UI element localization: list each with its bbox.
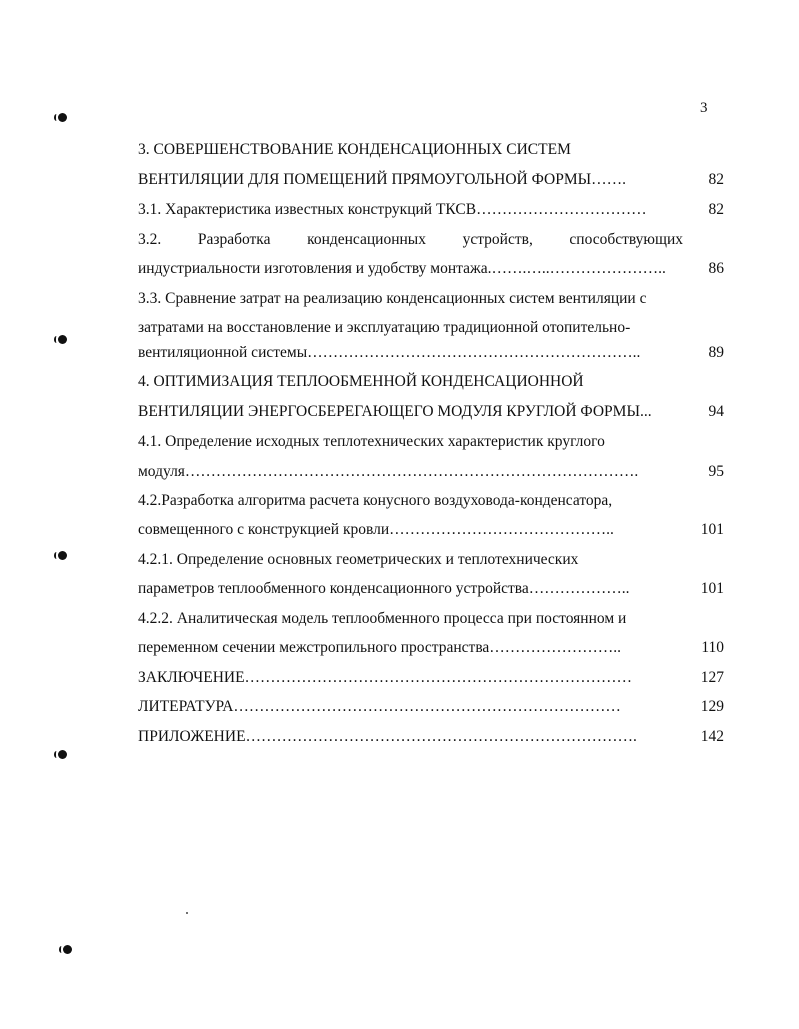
toc-entry-text: ЗАКЛЮЧЕНИЕ………………………………………………………………… [138, 669, 633, 686]
toc-entry-literature [138, 697, 724, 717]
binder-hole-mark [58, 113, 67, 122]
toc-entry-text: совмещенного с конструкцией кровли…………………………………….. [138, 521, 614, 538]
toc-page-number: 110 [701, 639, 724, 656]
toc-heading-text: ВЕНТИЛЯЦИИ ЭНЕРГОСБЕРЕГАЮЩЕГО МОДУЛЯ КРУГЛОЙ ФОРМЫ... [138, 403, 652, 420]
toc-word: 3.2. [138, 231, 162, 248]
toc-entry-text: 3.1. Характеристика известных конструкций ТКСВ…………………………… [138, 201, 647, 218]
toc-word: конденсационных [307, 231, 426, 248]
toc-entry-text: 4.1. Определение исходных теплотехнических характеристик круглого [138, 433, 605, 450]
binder-hole-mark [63, 945, 72, 954]
toc-entry-text: 4.2.1. Определение основных геометрических и теплотехнических [138, 551, 579, 568]
toc-entry-s42-line1 [138, 491, 724, 511]
toc-entry-s4-line2 [138, 402, 724, 422]
toc-page-number: 101 [700, 521, 724, 538]
scan-speck [186, 912, 188, 914]
toc-entry-text: 3.3. Сравнение затрат на реализацию конденсационных систем вентиляции с [138, 290, 647, 307]
toc-entry-s3-line1 [138, 140, 724, 160]
toc-entry-s32-line2 [138, 259, 724, 279]
toc-entry-s31 [138, 200, 724, 220]
toc-entry-s33-line3 [138, 343, 724, 363]
toc-heading-text: ВЕНТИЛЯЦИИ ДЛЯ ПОМЕЩЕНИЙ ПРЯМОУГОЛЬНОЙ ФОРМЫ……. [138, 171, 627, 188]
toc-entry-text: вентиляционной системы……………………………………………………….. [138, 344, 641, 361]
page-number: 3 [700, 100, 708, 116]
toc-page-number: 86 [708, 260, 724, 277]
toc-page-number: 129 [700, 698, 724, 715]
toc-entry-text: модуля……………………………………………………………………………. [138, 463, 639, 480]
binder-hole-mark [58, 335, 67, 344]
toc-entry-text: индустриальности изготовления и удобству монтажа.…….…..………………….. [138, 260, 666, 277]
toc-entry-s422-line1 [138, 609, 724, 629]
toc-entry-s421-line1 [138, 550, 724, 570]
toc-entry-appendix [138, 727, 724, 747]
toc-entry-text: 4.2.2. Аналитическая модель теплообменного процесса при постоянном и [138, 610, 627, 627]
toc-heading-text: 3. СОВЕРШЕНСТВОВАНИЕ КОНДЕНСАЦИОННЫХ СИСТЕМ [138, 141, 571, 158]
toc-entry-s42-line2 [138, 520, 724, 540]
toc-entry-s421-line2 [138, 579, 724, 599]
toc-entry-s33-line1 [138, 289, 724, 309]
binder-hole-mark [58, 750, 67, 759]
toc-page-number: 82 [708, 201, 724, 218]
toc-word: Разработка [197, 231, 271, 248]
toc-word: способствующих [569, 231, 683, 248]
toc-word: устройств, [462, 231, 533, 248]
toc-page-number: 142 [700, 728, 724, 745]
toc-page-number: 101 [700, 580, 724, 597]
toc-entry-text: 4.2.Разработка алгоритма расчета конусного воздуховода-конденсатора, [138, 492, 613, 509]
toc-entry-s41-line2 [138, 462, 724, 482]
toc-entry-s32-line1 [138, 230, 724, 250]
toc-heading-text: 4. ОПТИМИЗАЦИЯ ТЕПЛООБМЕННОЙ КОНДЕНСАЦИОННОЙ [138, 373, 584, 390]
toc-entry-conclusion [138, 668, 724, 688]
toc-entry-text: ПРИЛОЖЕНИЕ…………………………………………………………………. [138, 728, 637, 745]
toc-entry-s422-line2 [138, 638, 724, 658]
binder-hole-mark [58, 551, 67, 560]
toc-entry-s33-line2 [138, 318, 724, 338]
toc-entry-s4-line1 [138, 372, 724, 392]
toc-page-number: 95 [708, 463, 724, 480]
toc-entry-text: параметров теплообменного конденсационного устройства……………….. [138, 580, 630, 597]
toc-entry-text: ЛИТЕРАТУРА………………………………………………………………… [138, 698, 621, 715]
toc-page-number: 89 [708, 344, 724, 361]
toc-entry-s3-line2 [138, 170, 724, 190]
toc-page-number: 94 [708, 403, 724, 420]
toc-entry-text: затратами на восстановление и эксплуатацию традиционной отопительно- [138, 319, 631, 336]
justified-line [138, 230, 683, 250]
toc-page-number: 127 [700, 669, 724, 686]
toc-entry-text: переменном сечении межстропильного пространства…………………….. [138, 639, 622, 656]
toc-entry-s41-line1 [138, 432, 724, 452]
toc-page-number: 82 [708, 171, 724, 188]
